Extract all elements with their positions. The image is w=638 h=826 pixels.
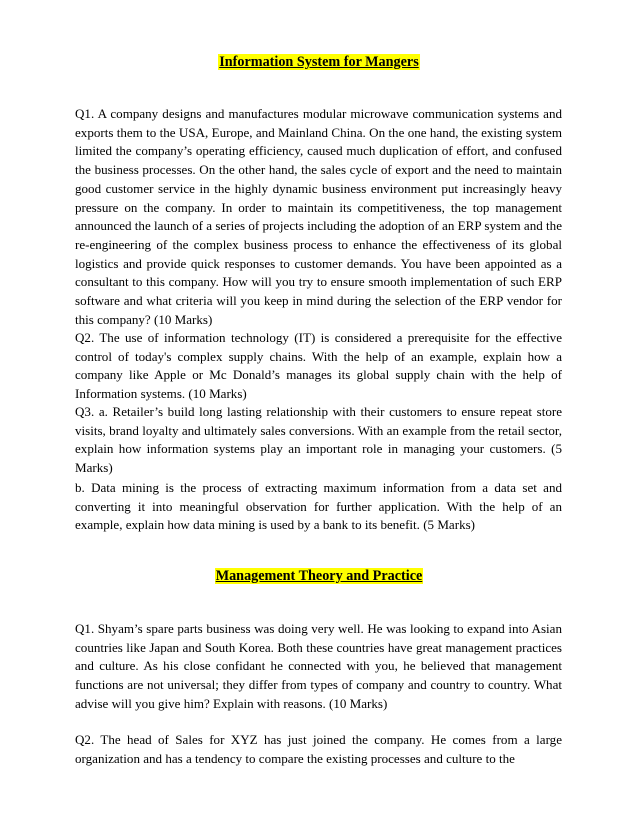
isfm-question-3a: Q3. a. Retailer’s build long lasting relationship with their customers to ensure repeat store visits, brand loyalty and ultimately sales conversions. With an example from the retail sector, explain how information systems play an important role in managing your customers. (5 Marks) bbox=[75, 404, 562, 476]
isfm-question-3b: b. Data mining is the process of extracting maximum information from a data set and converting it into meaningful observation for further application. With the help of an example, explain how data mining is used by a bank to its benefit. (5 Marks) bbox=[75, 480, 562, 533]
section-title-management-theory: Management Theory and Practice bbox=[215, 568, 423, 584]
isfm-question-2: Q2. The use of information technology (IT) is considered a prerequisite for the effective control of today's complex supply chains. With the help of an example, explain how a company like Apple or Mc Donald’s manages its global supply chain with the help of Information systems. (10 Marks) bbox=[75, 330, 562, 402]
section-title-information-systems: Information System for Mangers bbox=[219, 54, 419, 70]
mtp-question-2: Q2. The head of Sales for XYZ has just joined the company. He comes from a large organization and has a tendency to compare the existing processes and culture to the bbox=[75, 732, 562, 766]
isfm-question-1: Q1. A company designs and manufactures modular microwave communication systems and exports them to the USA, Europe, and Mainland China. On the one hand, the existing system limited the company’s operating efficiency, caused much duplication of effort, and confused the business processes. On the other hand, the sales cycle of export and the need to maintain good customer service in the highly dynamic business environment put increasingly heavy pressure on the company. In order to maintain its competitiveness, the top management announced the launch of a series of projects including the adoption of an ERP system and the re-engineering of the complex business process to enhance the effectiveness of its global logistics and provide quick responses to customer demands. You have been appointed as a consultant to this company. How will you try to ensure smooth implementation of such ERP software and what criteria will you keep in mind during the selection of the ERP vendor for this company? (10 Marks) bbox=[75, 106, 562, 327]
mtp-question-1: Q1. Shyam’s spare parts business was doing very well. He was looking to expand into Asian countries like Japan and South Korea. Both these countries have great management practices and culture. As his close confidant he connected with you, he believed that management functions are not universal; they differ from types of company and country to country. What advise will you give him? Explain with reasons. (10 Marks) bbox=[75, 621, 562, 711]
